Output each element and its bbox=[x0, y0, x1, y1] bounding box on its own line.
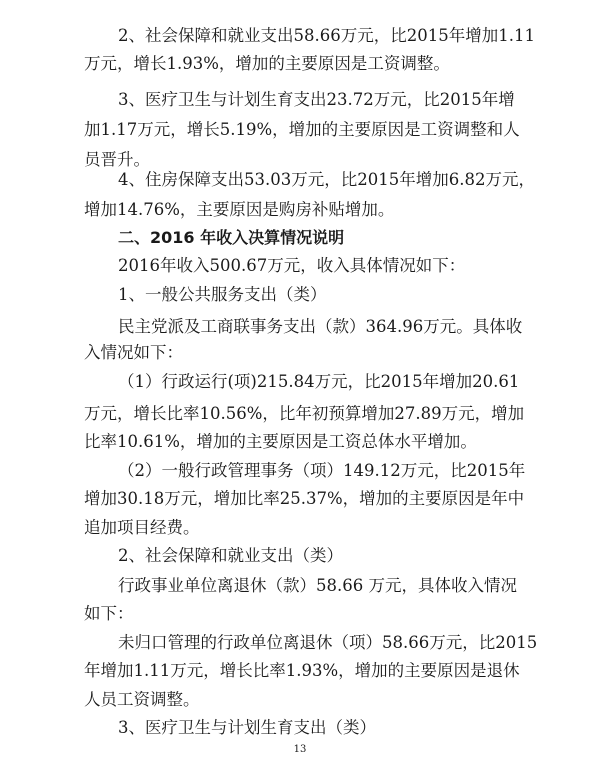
text-line: 年增加1.11万元，增长比率1.93%，增加的主要原因是退休 bbox=[84, 661, 520, 680]
text-line: 入情况如下： bbox=[84, 343, 183, 362]
text-line: 2016年收入500.67万元，收入具体情况如下： bbox=[118, 256, 466, 275]
text-line: 民主党派及工商联事务支出（款）364.96万元。具体收 bbox=[118, 317, 523, 336]
text-line: 万元，增长比率10.56%，比年初预算增加27.89万元，增加 bbox=[84, 404, 525, 423]
text-line: 2、社会保障和就业支出（类） bbox=[118, 546, 343, 565]
text-line: 未归口管理的行政单位离退休（项）58.66万元，比2015 bbox=[118, 633, 538, 652]
text-line: 2、社会保障和就业支出58.66万元，比2015年增加1.11 bbox=[118, 26, 535, 45]
text-line: 如下： bbox=[84, 604, 134, 623]
text-line: （1）行政运行(项)215.84万元，比2015年增加20.61 bbox=[118, 372, 520, 391]
text-line: 行政事业单位离退休（款）58.66 万元，具体收入情况 bbox=[118, 576, 517, 595]
text-line: 增加30.18万元，增加比率25.37%，增加的主要原因是年中 bbox=[84, 489, 525, 508]
text-line: 人员工资调整。 bbox=[84, 690, 200, 709]
text-line: 追加项目经费。 bbox=[84, 518, 200, 537]
text-line: 增加14.76%，主要原因是购房补贴增加。 bbox=[84, 200, 395, 219]
text-line: 比率10.61%，增加的主要原因是工资总体水平增加。 bbox=[84, 432, 477, 451]
text-line: 3、医疗卫生与计划生育支出23.72万元，比2015年增 bbox=[118, 90, 515, 109]
page-number: 13 bbox=[293, 744, 307, 755]
text-line: 加1.17万元，增长5.19%，增加的主要原因是工资调整和人 bbox=[84, 120, 520, 139]
text-line: 1、一般公共服务支出（类） bbox=[118, 285, 327, 304]
text-line: （2）一般行政管理事务（项）149.12万元，比2015年 bbox=[118, 461, 526, 480]
text-line: 3、医疗卫生与计划生育支出（类） bbox=[118, 718, 376, 737]
text-line: 4、住房保障支出53.03万元，比2015年增加6.82万元， bbox=[118, 170, 535, 189]
text-line: 员晋升。 bbox=[84, 150, 150, 169]
section-heading: 二、2016 年收入决算情况说明 bbox=[118, 228, 345, 247]
text-line: 万元，增长1.93%，增加的主要原因是工资调整。 bbox=[84, 54, 450, 73]
